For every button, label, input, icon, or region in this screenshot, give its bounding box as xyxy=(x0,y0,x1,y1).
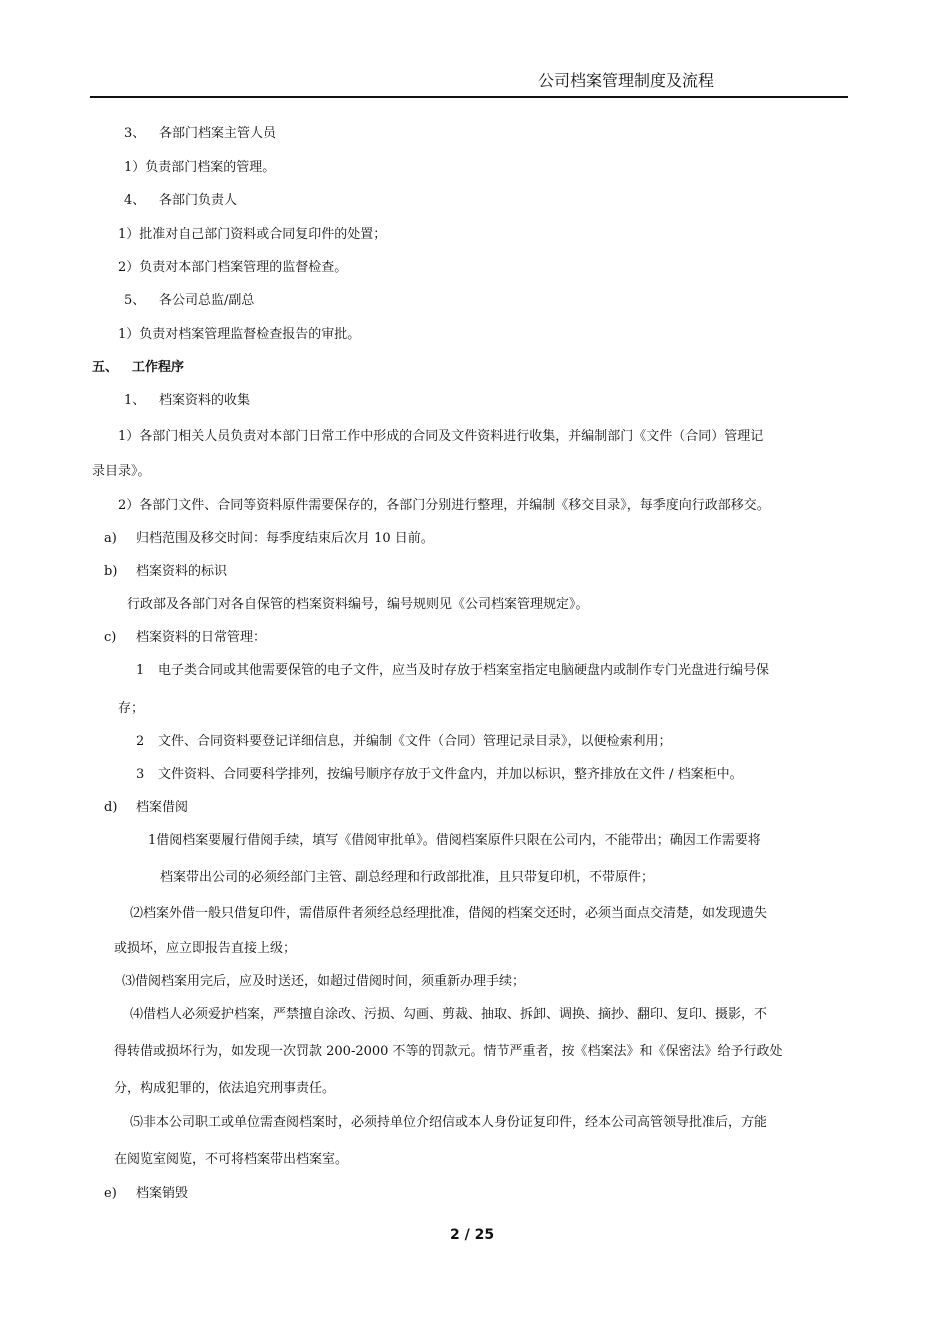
item-number: 3、 xyxy=(124,126,146,141)
item-number: 3 xyxy=(136,767,145,782)
paragraph: ⑶借阅档案用完后，应及时送还，如超过借阅时间，须重新办理手续； xyxy=(122,974,526,989)
item-text: 电子类合同或其他需要保管的电子文件，应当及时存放于档案室指定电脑硬盘内或制作专门光盘进行编号保 xyxy=(158,663,770,678)
paragraph: 1借阅档案要履行借阅手续，填写《借阅审批单》。借阅档案原件只限在公司内，不能带出；确因工作需要将 xyxy=(148,833,761,848)
paragraph: ⑵档案外借一般只借复印件，需借原件者须经总经理批准，借阅的档案交还时，必须当面点交清楚，如发现遗失 xyxy=(130,906,768,921)
item-text: 各公司总监/副总 xyxy=(159,293,255,308)
item-text: 档案销毁 xyxy=(136,1186,189,1201)
paragraph-continuation: 或损坏，应立即报告直接上级； xyxy=(114,941,297,956)
section-title: 工作程序 xyxy=(132,360,185,375)
paragraph: 2）各部门文件、合同等资料原件需要保存的，各部门分别进行整理，并编制《移交目录》，每季度向行政部移交。 xyxy=(118,498,770,513)
item-number: 2 xyxy=(136,734,145,749)
item-letter: c) xyxy=(104,630,117,645)
item-text: 档案资料的日常管理： xyxy=(136,630,267,645)
item-number: 5、 xyxy=(124,293,146,308)
item-number: 1 xyxy=(136,663,145,678)
paragraph: ⑷借档人必须爱护档案，严禁擅自涂改、污损、勾画、剪裁、抽取、拆卸、调换、摘抄、翻印、复印、摄影，不 xyxy=(130,1007,768,1022)
item-text: 各部门档案主管人员 xyxy=(159,126,277,141)
paragraph: 1）批准对自己部门资料或合同复印件的处置； xyxy=(118,227,387,242)
item-text: 文件、合同资料要登记详细信息，并编制《文件（合同）管理记录目录》，以便检索利用； xyxy=(158,734,672,749)
paragraph-continuation: 录目录》。 xyxy=(92,464,151,479)
section-number: 五、 xyxy=(92,360,119,375)
paragraph: ⑸非本公司职工或单位需查阅档案时，必须持单位介绍信或本人身份证复印件，经本公司高管领导批准后，方能 xyxy=(130,1115,768,1130)
item-letter: e) xyxy=(104,1186,117,1201)
item-letter: d) xyxy=(104,800,118,815)
paragraph: 1）各部门相关人员负责对本部门日常工作中形成的合同及文件资料进行收集，并编制部门《文件（合同）管理记 xyxy=(118,429,764,444)
paragraph: 2）负责对本部门档案管理的监督检查。 xyxy=(118,260,348,275)
paragraph-continuation: 档案带出公司的必须经部门主管、副总经理和行政部批准，且只带复印机，不带原件； xyxy=(160,870,655,885)
item-number: 1、 xyxy=(124,393,146,408)
paragraph-continuation: 存； xyxy=(118,701,145,716)
page-number: 2 / 25 xyxy=(450,1227,495,1243)
item-number: 4、 xyxy=(124,193,146,208)
item-letter: a) xyxy=(104,531,117,546)
item-text: 各部门负责人 xyxy=(159,193,238,208)
header-divider xyxy=(90,96,848,98)
paragraph: 1）负责对档案管理监督检查报告的审批。 xyxy=(118,327,361,342)
item-text: 归档范围及移交时间：每季度结束后次月 10 日前。 xyxy=(136,531,434,546)
page-header-title: 公司档案管理制度及流程 xyxy=(538,71,715,90)
paragraph-continuation: 在阅览室阅览，不可将档案带出档案室。 xyxy=(114,1152,349,1167)
paragraph-continuation: 得转借或损坏行为，如发现一次罚款 200-2000 不等的罚款元。情节严重者，按《档案法》和《保密法》给予行政处 xyxy=(114,1044,783,1059)
item-text: 档案资料的标识 xyxy=(136,564,228,579)
paragraph-continuation: 分，构成犯罪的，依法追究刑事责任。 xyxy=(114,1081,336,1096)
item-text: 档案资料的收集 xyxy=(159,393,251,408)
paragraph: 行政部及各部门对各自保管的档案资料编号，编号规则见《公司档案管理规定》。 xyxy=(127,597,589,612)
paragraph: 1）负责部门档案的管理。 xyxy=(124,160,276,175)
item-text: 文件资料、合同要科学排列，按编号顺序存放于文件盒内，并加以标识，整齐排放在文件 / 档案柜中。 xyxy=(158,767,743,782)
item-text: 档案借阅 xyxy=(136,800,189,815)
item-letter: b) xyxy=(104,564,118,579)
